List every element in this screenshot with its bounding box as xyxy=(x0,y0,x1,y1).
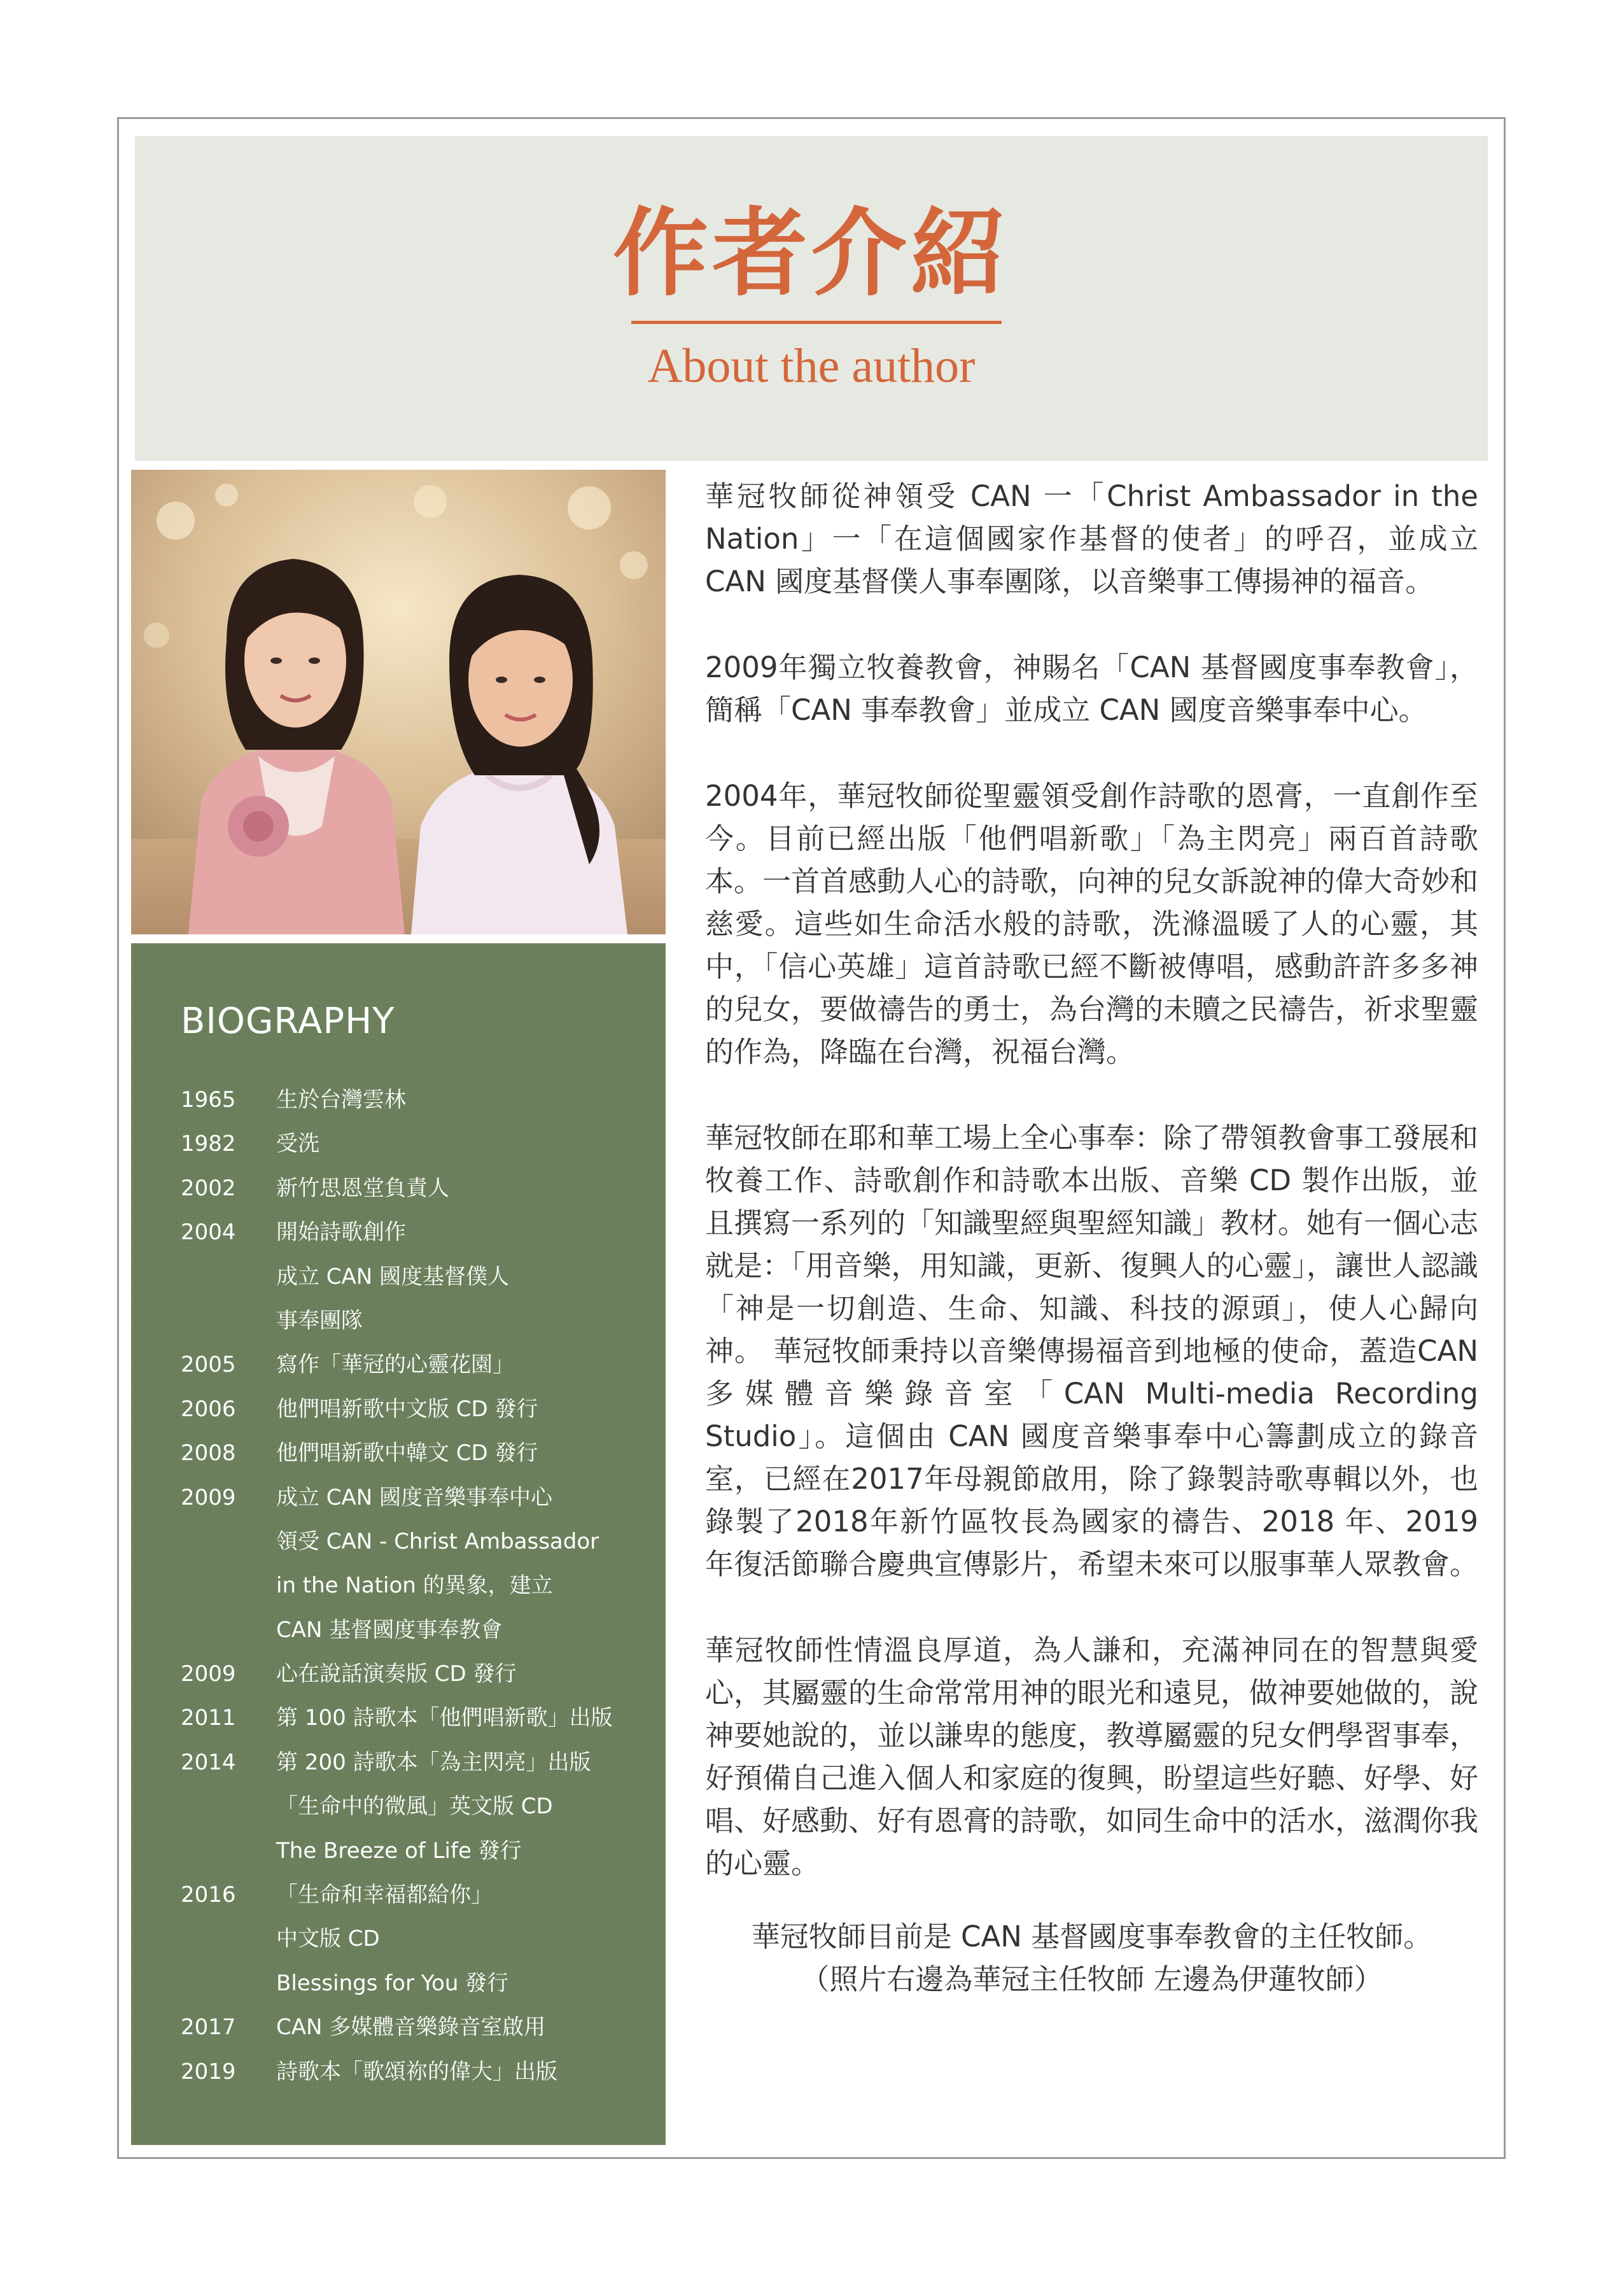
biography-event: CAN 多媒體音樂錄音室啟用 xyxy=(276,2014,546,2041)
biography-row xyxy=(181,1299,652,1343)
biography-row xyxy=(181,1785,652,1829)
biography-row xyxy=(181,1388,652,1431)
biography-row xyxy=(181,1122,652,1166)
page-subtitle: About the author xyxy=(647,339,976,393)
biography-year: 2016 xyxy=(181,1882,236,1908)
biography-row xyxy=(181,1696,652,1740)
biography-year: 2002 xyxy=(181,1175,236,1201)
biography-event: 成立 CAN 國度音樂事奉中心 xyxy=(276,1484,553,1510)
intro-paragraph: 華冠牧師從神領受 CAN 一「Christ Ambassador in the Nation」一「在這個國家作基督的使者」的呼召，並成立 CAN 國度基督僕人事奉團隊，以音樂事工傳揚神的福音。 xyxy=(705,479,1478,598)
biography-year: 2014 xyxy=(181,1749,236,1775)
biography-event: 他們唱新歌中韓文 CD 發行 xyxy=(276,1440,538,1466)
biography-row xyxy=(181,1476,652,1520)
biography-row xyxy=(181,1962,652,2006)
biography-event: 「生命中的微風」英文版 CD xyxy=(276,1794,553,1820)
biography-year: 1965 xyxy=(181,1087,236,1113)
biography-list xyxy=(181,1078,652,2094)
biography-row xyxy=(181,1564,652,1608)
biography-event: 第 200 詩歌本「為主閃亮」出版 xyxy=(276,1749,591,1775)
biography-event: The Breeze of Life 發行 xyxy=(276,1838,522,1864)
biography-event: in the Nation 的異象，建立 xyxy=(276,1573,553,1599)
biography-year: 2004 xyxy=(181,1220,236,1246)
biography-event: 寫作「華冠的心靈花園」 xyxy=(276,1352,514,1378)
biography-row xyxy=(181,1078,652,1122)
biography-year: 2017 xyxy=(181,2014,236,2041)
intro-paragraph: 華冠牧師性情溫良厚道，為人謙和，充滿神同在的智慧與愛心，其屬靈的生命常常用神的眼光和遠見，做神要她做的，說神要她說的，並以謙卑的態度，教導屬靈的兒女們學習事奉，好預備自己進入個人和家庭的復興，盼望這些好聽、好學、好唱、好感動、好有恩膏的詩歌，如同生命中的活水，滋潤你我的心靈。 xyxy=(705,1633,1479,1880)
biography-event: 開始詩歌創作 xyxy=(276,1220,406,1246)
title-banner xyxy=(135,136,1488,461)
biography-year: 2006 xyxy=(181,1396,236,1422)
biography-event: CAN 基督國度事奉教會 xyxy=(276,1617,503,1643)
biography-event: 新竹思恩堂負責人 xyxy=(276,1175,449,1201)
biography-year: 2019 xyxy=(181,2058,236,2085)
author-introduction xyxy=(705,475,1478,2000)
page-title: 作者介紹 xyxy=(612,199,1010,309)
biography-year: 2009 xyxy=(181,1484,236,1510)
intro-paragraph: 2004年，華冠牧師從聖靈領受創作詩歌的恩膏，一直創作至今。目前已經出版「他們唱新歌」「為主閃亮」兩百首詩歌本。一首首感動人心的詩歌，向神的兒女訴說神的偉大奇妙和慈愛。這些如生命活水般的詩歌，洗滌溫暖了人的心靈，其中，「信心英雄」這首詩歌已經不斷被傳唱，感動許許多多神的兒女，要做禱告的勇士，為台灣的未贖之民禱告，祈求聖靈的作為，降臨在台灣，祝福台灣。 xyxy=(705,779,1479,1069)
biography-year: 2009 xyxy=(181,1661,236,1687)
biography-heading: BIOGRAPHY xyxy=(181,1001,395,1042)
biography-row xyxy=(181,1608,652,1652)
biography-year: 1982 xyxy=(181,1131,236,1157)
biography-row xyxy=(181,1255,652,1299)
biography-year: 2005 xyxy=(181,1352,236,1378)
biography-event: 生於台灣雲林 xyxy=(276,1087,406,1113)
biography-event: 事奉團隊 xyxy=(276,1307,363,1333)
biography-row xyxy=(181,1652,652,1696)
biography-event: 領受 CAN - Christ Ambassador xyxy=(276,1528,599,1554)
biography-panel xyxy=(131,943,666,2145)
photo-caption: （照片右邊為華冠主任牧師 左邊為伊蓮牧師） xyxy=(801,1962,1383,1996)
biography-row xyxy=(181,1167,652,1211)
biography-row xyxy=(181,1211,652,1255)
biography-event: 詩歌本「歌頌祢的偉大」出版 xyxy=(276,2058,557,2085)
title-divider xyxy=(631,321,1002,324)
biography-row xyxy=(181,1917,652,1961)
biography-row xyxy=(181,2006,652,2049)
biography-row xyxy=(181,1873,652,1917)
biography-row xyxy=(181,1431,652,1475)
biography-event: 中文版 CD xyxy=(276,1926,380,1952)
biography-row xyxy=(181,1741,652,1785)
biography-event: 「生命和幸福都給你」 xyxy=(276,1882,493,1908)
biography-row xyxy=(181,1343,652,1387)
biography-row xyxy=(181,2050,652,2094)
biography-event: Blessings for You 發行 xyxy=(276,1970,509,1996)
biography-event: 受洗 xyxy=(276,1131,319,1157)
biography-row xyxy=(181,1829,652,1873)
biography-event: 他們唱新歌中文版 CD 發行 xyxy=(276,1396,538,1422)
biography-event: 成立 CAN 國度基督僕人 xyxy=(276,1263,510,1290)
author-photo xyxy=(131,470,666,934)
closing-statement: 華冠牧師目前是 CAN 基督國度事奉教會的主任牧師。 xyxy=(751,1920,1432,1953)
biography-year: 2008 xyxy=(181,1440,236,1466)
intro-paragraph: 華冠牧師在耶和華工場上全心事奉：除了帶領教會事工發展和牧養工作、詩歌創作和詩歌本出版、音樂 CD 製作出版，並且撰寫一系列的「知識聖經與聖經知識」教材。她有一個心志就是：「用音樂，用知識，更新、復興人的心靈」，讓世人認識「神是一切創造、生命、知識、科技的源頭」，使人心歸向神。 華冠牧師秉持以音樂傳揚福音到地極的使命，蓋造CAN多媒體音樂錄音室「CAN Multi-media Recording Studio」。這個由 CAN 國度音樂事奉中心籌劃成立的錄音室，已經在2017年母親節啟用，除了錄製詩歌專輯以外，也錄製了2018年新竹區牧長為國家的禱告、2018 年、2019 年復活節聯合慶典宣傳影片，希望未來可以服事華人眾教會。 xyxy=(705,1121,1479,1581)
biography-row xyxy=(181,1520,652,1564)
biography-event: 第 100 詩歌本「他們唱新歌」出版 xyxy=(276,1705,613,1731)
biography-year: 2011 xyxy=(181,1705,236,1731)
intro-paragraph: 2009年獨立牧養教會，神賜名「CAN 基督國度事奉教會」，簡稱「CAN 事奉教會」並成立 CAN 國度音樂事奉中心。 xyxy=(705,650,1478,727)
biography-event: 心在說話演奏版 CD 發行 xyxy=(276,1661,517,1687)
